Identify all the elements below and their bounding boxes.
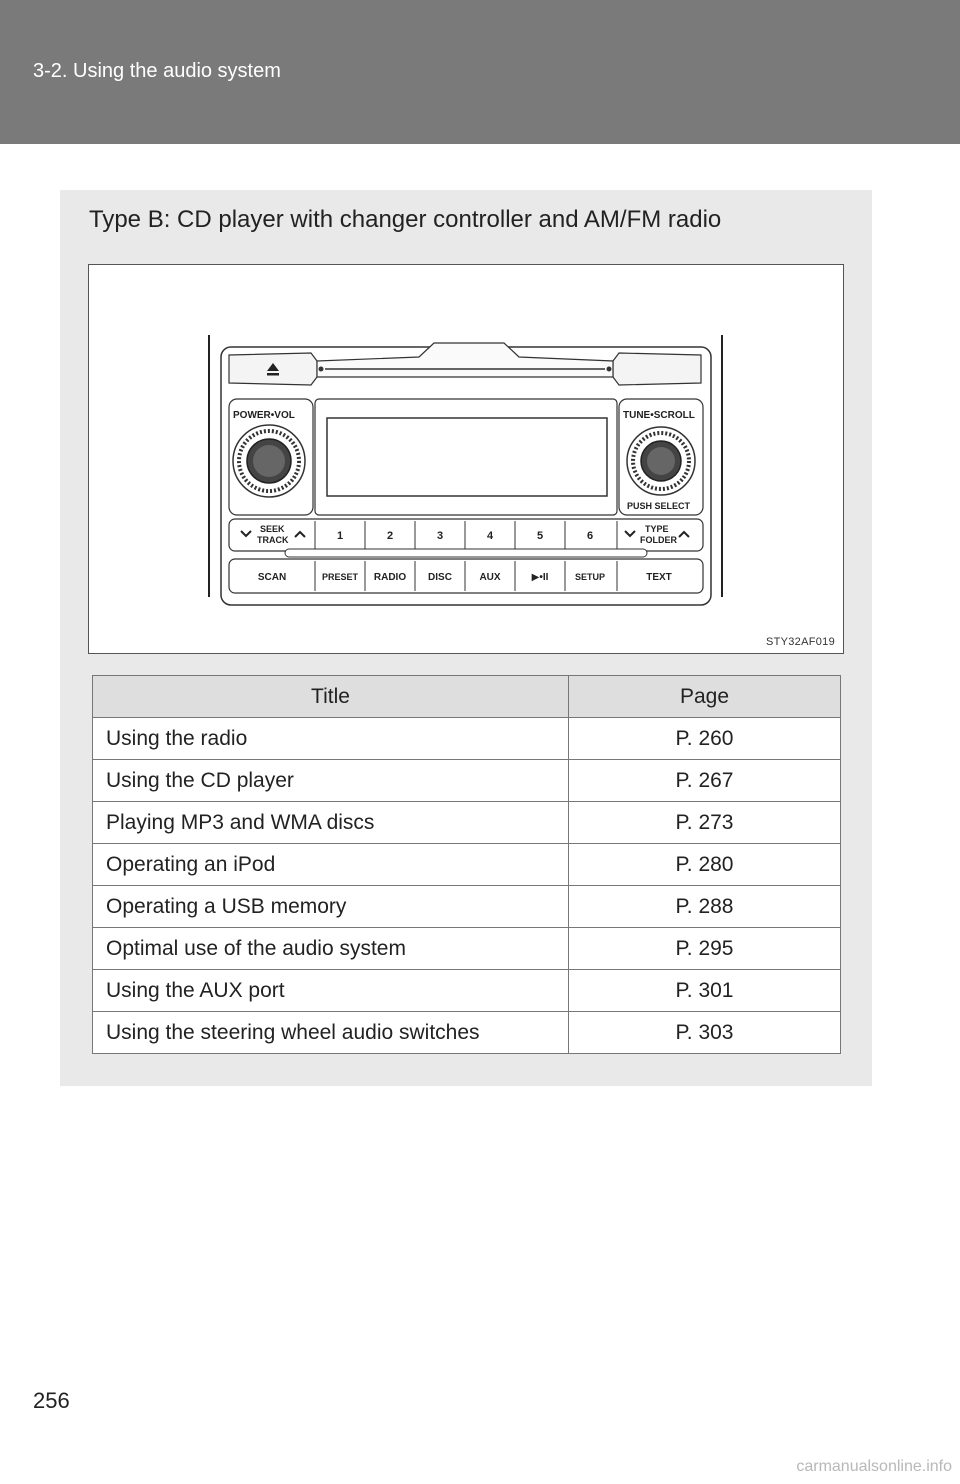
- table-row: [93, 718, 841, 760]
- power-vol-label: POWER•VOL: [233, 410, 295, 421]
- power-vol-knob: [233, 425, 305, 497]
- scan-button-label: SCAN: [257, 572, 287, 583]
- row-title: Operating a USB memory: [93, 886, 569, 928]
- preset-4: 4: [486, 530, 494, 542]
- audio-unit-figure: [88, 264, 844, 654]
- row-page: P. 260: [569, 718, 841, 760]
- row-title: Playing MP3 and WMA discs: [93, 802, 569, 844]
- row-title: Using the steering wheel audio switches: [93, 1012, 569, 1054]
- table-row: [93, 886, 841, 928]
- row-page: P. 301: [569, 970, 841, 1012]
- content-panel: [60, 190, 872, 1086]
- row-page: P. 273: [569, 802, 841, 844]
- page-number: 256: [33, 1388, 70, 1413]
- table-row: [93, 1012, 841, 1054]
- row-title: Using the radio: [93, 718, 569, 760]
- row-title: Using the AUX port: [93, 970, 569, 1012]
- contents-table: [92, 675, 841, 1054]
- push-select-label: PUSH SELECT: [627, 501, 691, 511]
- row-page: P. 280: [569, 844, 841, 886]
- row-title: Operating an iPod: [93, 844, 569, 886]
- table-row: [93, 760, 841, 802]
- header-title: Title: [93, 676, 569, 718]
- track-label: TRACK: [257, 535, 289, 545]
- watermark: carmanualsonline.info: [796, 1458, 952, 1475]
- seek-label: SEEK: [260, 524, 285, 534]
- table-header-row: [93, 676, 841, 718]
- row-title: Optimal use of the audio system: [93, 928, 569, 970]
- section-title: 3-2. Using the audio system: [33, 60, 281, 82]
- row-page: P. 267: [569, 760, 841, 802]
- preset-6: 6: [586, 530, 594, 542]
- preset-2: 2: [386, 530, 394, 542]
- panel-title: Type B: CD player with changer controller and AM/FM radio: [89, 206, 722, 233]
- figure-code: STY32AF019: [765, 636, 835, 648]
- preset-1: 1: [336, 530, 344, 542]
- type-label: TYPE: [645, 524, 669, 534]
- preset-5: 5: [536, 530, 544, 542]
- setup-button-label: SETUP: [574, 572, 606, 582]
- aux-button-label: AUX: [479, 572, 501, 583]
- audio-unit-illustration: [89, 265, 845, 655]
- display-screen: [327, 418, 607, 496]
- page-header: [0, 0, 960, 144]
- play-pause-button-label: ▶•II: [531, 572, 549, 583]
- table-row: [93, 844, 841, 886]
- row-page: P. 295: [569, 928, 841, 970]
- table-row: [93, 802, 841, 844]
- tune-scroll-knob: [627, 427, 695, 495]
- tune-scroll-label: TUNE•SCROLL: [623, 410, 695, 421]
- row-title: Using the CD player: [93, 760, 569, 802]
- row-page: P. 288: [569, 886, 841, 928]
- row-page: P. 303: [569, 1012, 841, 1054]
- table-row: [93, 970, 841, 1012]
- table-row: [93, 928, 841, 970]
- text-button-label: TEXT: [646, 572, 672, 583]
- folder-label: FOLDER: [640, 535, 677, 545]
- preset-button-label: PRESET: [321, 572, 359, 582]
- header-page: Page: [569, 676, 841, 718]
- preset-3: 3: [436, 530, 444, 542]
- radio-button-label: RADIO: [373, 572, 407, 583]
- disc-button-label: DISC: [428, 572, 452, 583]
